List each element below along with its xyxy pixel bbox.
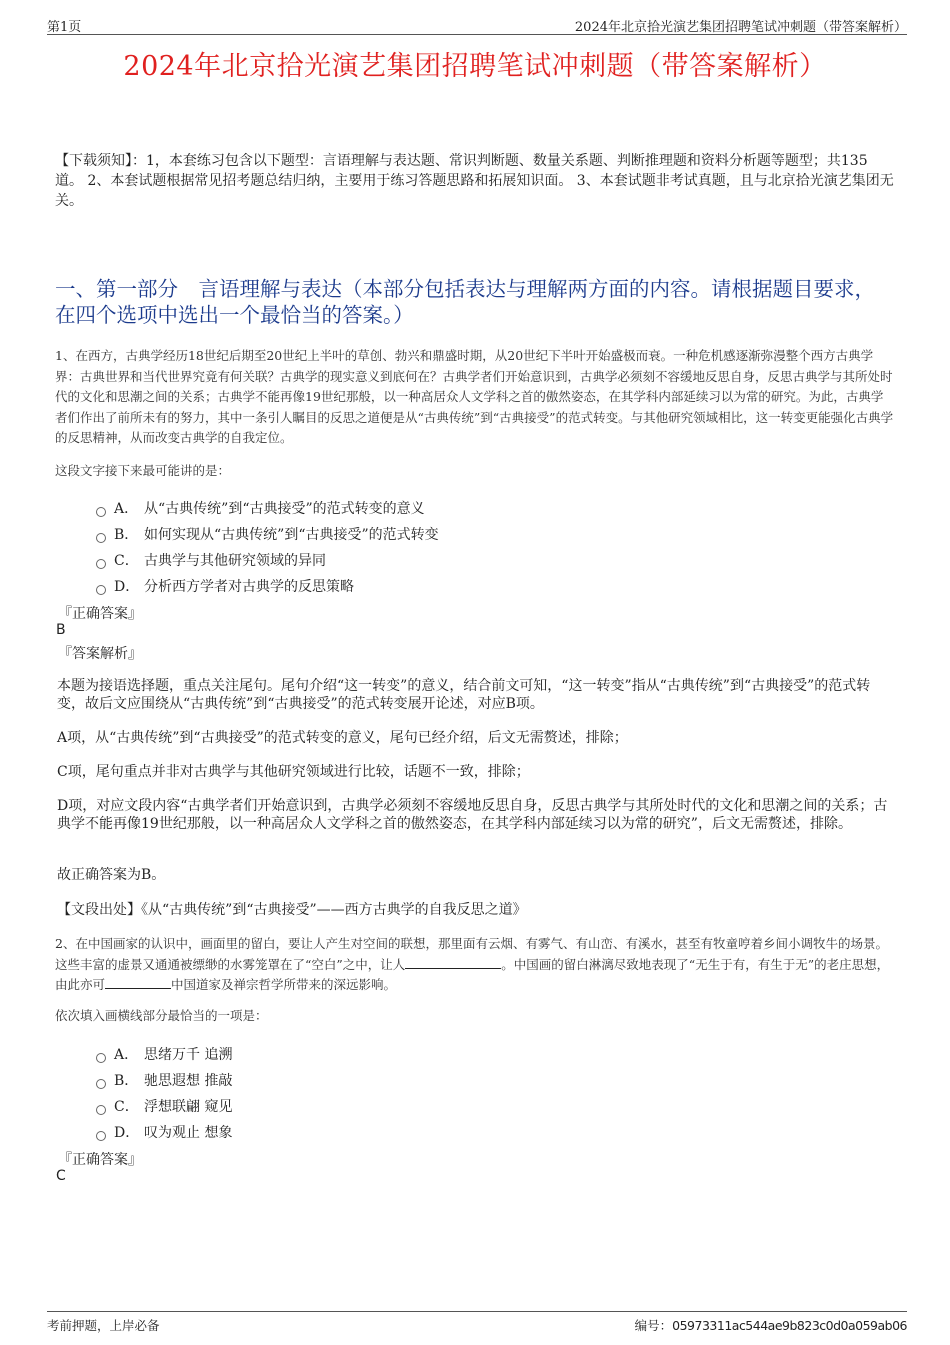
option-text: 浮想联翩 窥见 bbox=[144, 1099, 233, 1115]
option-letter: C． bbox=[114, 1099, 139, 1115]
correct-answer-label: 『正确答案』 bbox=[58, 1152, 142, 1168]
option-d[interactable] bbox=[96, 576, 696, 598]
option-c[interactable] bbox=[96, 550, 696, 572]
correct-answer-label: 『正确答案』 bbox=[58, 606, 142, 622]
footer-code-label: 编号： bbox=[634, 1318, 673, 1333]
option-text: 如何实现从“古典传统”到“古典接受”的范式转变 bbox=[144, 527, 439, 543]
option-text: 从“古典传统”到“古典接受”的范式转变的意义 bbox=[144, 501, 425, 517]
analysis-conclusion: 故正确答案为B。 bbox=[57, 867, 166, 883]
option-letter: A． bbox=[114, 501, 139, 517]
section-heading: 一、第一部分 言语理解与表达（本部分包括表达与理解两方面的内容。请根据题目要求，在四个选项中选出一个最恰当的答案。） bbox=[55, 277, 875, 327]
option-b[interactable] bbox=[96, 524, 696, 546]
option-text: 思绪万千 追溯 bbox=[144, 1047, 233, 1063]
radio-icon[interactable] bbox=[96, 507, 106, 517]
header-doc-title: 2024年北京拾光演艺集团招聘笔试冲刺题（带答案解析） bbox=[574, 20, 907, 35]
analysis-paragraph: D项，对应文段内容“古典学者们开始意识到，古典学必须刻不容缓地反思自身，反思古典学与其所处时代的文化和思潮之间的关系；古典学不能再像19世纪那般，以一种高居众人文学科之首的傲然姿态，在其学科内部延续习以为常的研究”，后文无需赘述，排除。 bbox=[57, 798, 888, 832]
option-a[interactable] bbox=[96, 498, 696, 520]
question-2-text bbox=[55, 934, 895, 996]
analysis-label: 『答案解析』 bbox=[58, 646, 142, 662]
footer-code-value: 05973311ac544ae9b823c0d0a059ab06 bbox=[672, 1318, 907, 1333]
radio-icon[interactable] bbox=[96, 559, 106, 569]
question-2-text-part: 2、在中国画家的认识中，画面里的留白，要让人产生对空间的联想，那里面有云烟、有雾气、有山峦、有溪水，甚至有牧童哼着乡间小调牧牛的场景。这些丰富的虚景又通通被缥缈的水雾笼罩在了“空白”之中，让人 bbox=[55, 936, 888, 972]
analysis-paragraph: 本题为接语选择题，重点关注尾句。尾句介绍“这一转变”的意义，结合前文可知，“这一转变”指从“古典传统”到“古典接受”的范式转变，故后文应围绕从“古典传统”到“古典接受”的范式转变展开论述，对应B项。 bbox=[57, 678, 871, 712]
option-text: 叹为观止 想象 bbox=[144, 1125, 233, 1141]
page-header bbox=[47, 14, 907, 35]
question-1-text: 1、在西方，古典学经历18世纪后期至20世纪上半叶的草创、勃兴和鼎盛时期，从20世纪下半叶开始盛极而衰。一种危机感逐渐弥漫整个西方古典学界：古典世界和当代世界究竟有何关联？古典学的现实意义到底何在？古典学者们开始意识到，古典学必须刻不容缓地反思自身，反思古典学与其所处时代的文化和思潮之间的关系；古典学不能再像19世纪那般，以一种高居众人文学科之首的傲然姿态，在其学科内部延续习以为常的研究。为此，古典学者们作出了前所未有的努力，其中一条引人瞩目的反思之道便是从“古典传统”到“古典接受”的范式转变。与其他研究领域相比，这一转变更能强化古典学的反思精神，从而改变古典学的自我定位。 bbox=[55, 348, 894, 445]
footer-slogan: 考前押题，上岸必备 bbox=[47, 1318, 160, 1333]
question-1-prompt: 这段文字接下来最可能讲的是： bbox=[55, 463, 231, 478]
fill-blank-1 bbox=[405, 956, 501, 969]
option-letter: C． bbox=[114, 553, 139, 569]
option-c[interactable] bbox=[96, 1096, 696, 1118]
question-2-prompt: 依次填入画横线部分最恰当的一项是： bbox=[55, 1008, 268, 1023]
option-d[interactable] bbox=[96, 1122, 696, 1144]
radio-icon[interactable] bbox=[96, 1053, 106, 1063]
option-letter: B． bbox=[114, 527, 139, 543]
correct-answer: C bbox=[56, 1168, 66, 1184]
download-notice: 【下载须知】：1，本套练习包含以下题型：言语理解与表达题、常识判断题、数量关系题、判断推理题和资料分析题等题型；共135道。 2、本套试题根据常见招考题总结归纳，主要用于练习答题思路和拓展知识面。 3、本套试题非考试真题，且与北京拾光演艺集团无关。 bbox=[55, 153, 894, 209]
option-letter: B． bbox=[114, 1073, 139, 1089]
question-2-text-part: 。中国画的留白淋漓尽致地表现了“无生于有，有生于无”的老庄思想，由此亦可 bbox=[55, 956, 890, 992]
question-2-text-part: 中国道家及禅宗哲学所带来的深远影响。 bbox=[171, 977, 397, 992]
option-text: 古典学与其他研究领域的异同 bbox=[144, 553, 326, 569]
page-footer bbox=[47, 1311, 907, 1336]
source-citation: 【文段出处】《从“古典传统”到“古典接受”——西方古典学的自我反思之道》 bbox=[57, 902, 527, 918]
option-b[interactable] bbox=[96, 1070, 696, 1092]
radio-icon[interactable] bbox=[96, 1105, 106, 1115]
radio-icon[interactable] bbox=[96, 1079, 106, 1089]
option-letter: A． bbox=[114, 1047, 139, 1063]
option-a[interactable] bbox=[96, 1044, 696, 1066]
fill-blank-2 bbox=[105, 976, 171, 989]
footer-code bbox=[635, 1316, 907, 1334]
radio-icon[interactable] bbox=[96, 533, 106, 543]
radio-icon[interactable] bbox=[96, 1131, 106, 1141]
correct-answer: B bbox=[56, 622, 66, 638]
option-letter: D． bbox=[114, 1125, 140, 1141]
analysis-paragraph: C项，尾句重点并非对古典学与其他研究领域进行比较，话题不一致，排除； bbox=[57, 764, 530, 780]
analysis-paragraph: A项，从“古典传统”到“古典接受”的范式转变的意义，尾句已经介绍，后文无需赘述，排除； bbox=[57, 730, 628, 746]
option-letter: D． bbox=[114, 579, 140, 595]
document-title: 2024年北京拾光演艺集团招聘笔试冲刺题（带答案解析） bbox=[123, 51, 827, 82]
option-text: 驰思遐想 推敲 bbox=[144, 1073, 233, 1089]
page-number: 第1页 bbox=[47, 20, 82, 35]
option-text: 分析西方学者对古典学的反思策略 bbox=[144, 579, 354, 595]
radio-icon[interactable] bbox=[96, 585, 106, 595]
